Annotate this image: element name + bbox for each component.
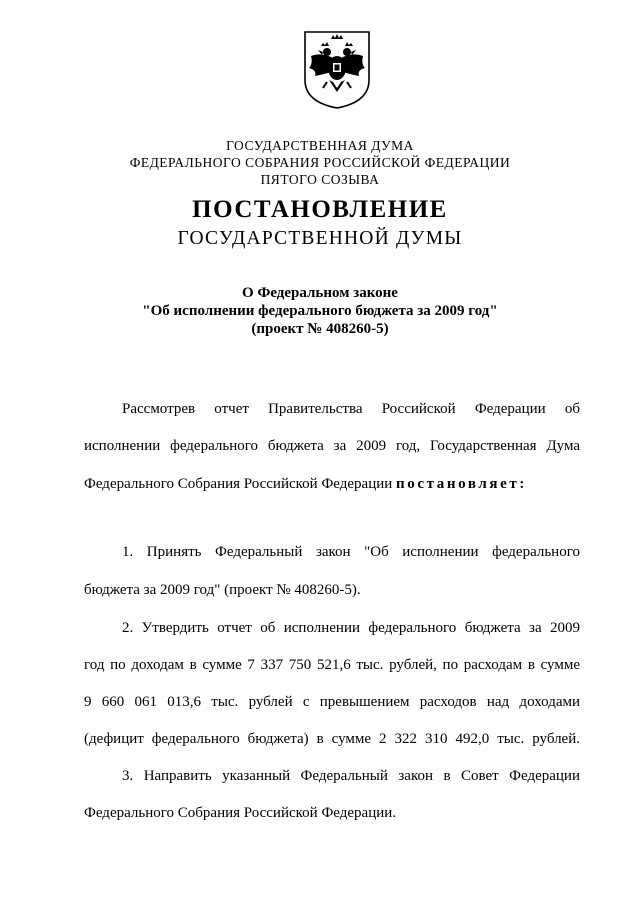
document-subtitle: ГОСУДАРСТВЕННОЙ ДУМЫ	[177, 228, 463, 249]
subject-line-1: О Федеральном законе	[242, 285, 398, 301]
item-3-line-2: Федерального Собрания Российской Федерации.	[84, 805, 397, 821]
header-line-duma: ГОСУДАРСТВЕННАЯ ДУМА	[226, 138, 414, 153]
item-1-line-1: 1. Принять Федеральный закон "Об исполнении федерального	[122, 544, 580, 560]
item-2-line-4: (дефицит федерального бюджета) в сумме 2 322 310 492,0 тыс. рублей.	[84, 731, 580, 747]
intro-line-3	[84, 476, 580, 493]
header-line-convocation: ПЯТОГО СОЗЫВА	[260, 172, 380, 187]
intro-line-3-text: Федерального Собрания Российской Федерации	[84, 476, 393, 492]
subject-line-2: "Об исполнении федерального бюджета за 2009 год"	[142, 303, 498, 319]
coat-of-arms-emblem	[303, 30, 371, 110]
document-title: ПОСТАНОВЛЕНИЕ	[192, 196, 448, 223]
header-line-assembly: ФЕДЕРАЛЬНОГО СОБРАНИЯ РОССИЙСКОЙ ФЕДЕРАЦИИ	[129, 155, 511, 170]
item-2-line-3: 9 660 061 013,6 тыс. рублей с превышением расходов над доходами	[84, 694, 580, 710]
item-3-line-1: 3. Направить указанный Федеральный закон в Совет Федерации	[122, 768, 580, 784]
decree-word: постановляет:	[396, 476, 527, 492]
intro-line-1: Рассмотрев отчет Правительства Российской Федерации об	[122, 401, 580, 417]
item-1-line-2: бюджета за 2009 год" (проект № 408260-5).	[84, 582, 361, 598]
item-2-line-2: год по доходам в сумме 7 337 750 521,6 тыс. рублей, по расходам в сумме	[84, 657, 580, 673]
subject-line-3: (проект № 408260-5)	[251, 321, 389, 337]
item-2-line-1: 2. Утвердить отчет об исполнении федерального бюджета за 2009	[122, 620, 580, 636]
intro-line-2: исполнении федерального бюджета за 2009 год, Государственная Дума	[84, 438, 580, 454]
